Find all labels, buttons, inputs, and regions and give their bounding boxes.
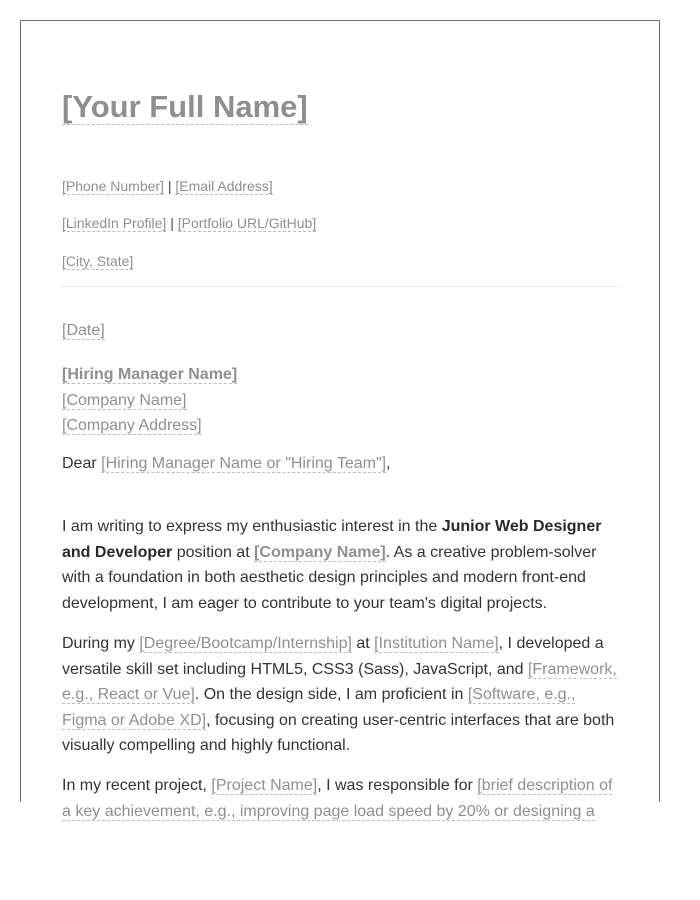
- paragraph-text: . As a creative problem-solver with a foundation in both aesthetic design principles and modern front-end development, I am eager to contribute to your team's digital projects.: [62, 543, 597, 612]
- contact-line-phone-email: [62, 177, 273, 195]
- date-placeholder: [Date]: [62, 322, 105, 339]
- contact-separator: |: [167, 178, 176, 194]
- paragraph-text: During my: [62, 635, 140, 652]
- document-page: [20, 20, 660, 820]
- paragraph-text: I am writing to express my enthusiastic interest in the: [62, 518, 442, 535]
- contact-line-linkedin-portfolio: [62, 214, 316, 232]
- contact-separator: |: [170, 215, 178, 231]
- paragraph-text: , I was responsible for: [317, 777, 478, 794]
- paragraph-skills: [62, 631, 622, 759]
- full-name-heading: [62, 87, 308, 127]
- company-address-placeholder: [Company Address]: [62, 417, 202, 434]
- achievement-placeholder: [brief description of a key achievement, e.g., improving page load speed by 20% or designing a: [62, 777, 613, 820]
- paragraph-text: . On the design side, I am proficient in: [194, 686, 468, 703]
- city-state-placeholder: [City, State]: [62, 253, 134, 269]
- paragraph-intro: [62, 514, 622, 616]
- portfolio-placeholder: [Portfolio URL/GitHub]: [177, 215, 317, 231]
- salutation: [62, 454, 391, 474]
- framework-placeholder: [Framework, e.g., React or Vue]: [62, 660, 617, 703]
- contact-line-city-state: [62, 252, 133, 270]
- company-name-placeholder: [Company Name]: [62, 391, 187, 409]
- paragraph-project: [62, 773, 622, 824]
- salutation-name-placeholder: [Hiring Manager Name or "Hiring Team"]: [101, 455, 387, 472]
- paragraph-text: at: [351, 635, 375, 652]
- degree-placeholder: [Degree/Bootcamp/Internship]: [139, 635, 352, 652]
- institution-placeholder: [Institution Name]: [374, 635, 499, 652]
- full-name-placeholder: [Your Full Name]: [62, 89, 308, 124]
- email-placeholder: [Email Address]: [175, 178, 273, 194]
- paragraph-text: , I developed a versatile skill set including HTML5, CSS3 (Sass), JavaScript, and: [62, 635, 604, 678]
- project-name-placeholder: [Project Name]: [211, 777, 318, 794]
- salutation-prefix: Dear: [62, 455, 102, 472]
- software-placeholder: [Software, e.g., Figma or Adobe XD]: [62, 686, 576, 729]
- paragraph-text: In my recent project,: [62, 777, 212, 794]
- linkedin-placeholder: [LinkedIn Profile]: [62, 215, 167, 231]
- company-name-inline-placeholder: [Company Name]: [254, 543, 386, 561]
- salutation-suffix: ,: [386, 455, 391, 472]
- role-title: Junior Web Designer and Developer: [62, 518, 602, 561]
- hiring-manager-placeholder: [Hiring Manager Name]: [62, 366, 238, 383]
- paragraph-text: position at: [172, 543, 255, 561]
- paragraph-text: , focusing on creating user-centric interfaces that are both visually compelling and highly functional.: [62, 711, 615, 754]
- header-divider: [62, 286, 622, 287]
- phone-placeholder: [Phone Number]: [62, 178, 164, 194]
- recipient-block: [62, 362, 237, 439]
- letter-date: [62, 321, 105, 341]
